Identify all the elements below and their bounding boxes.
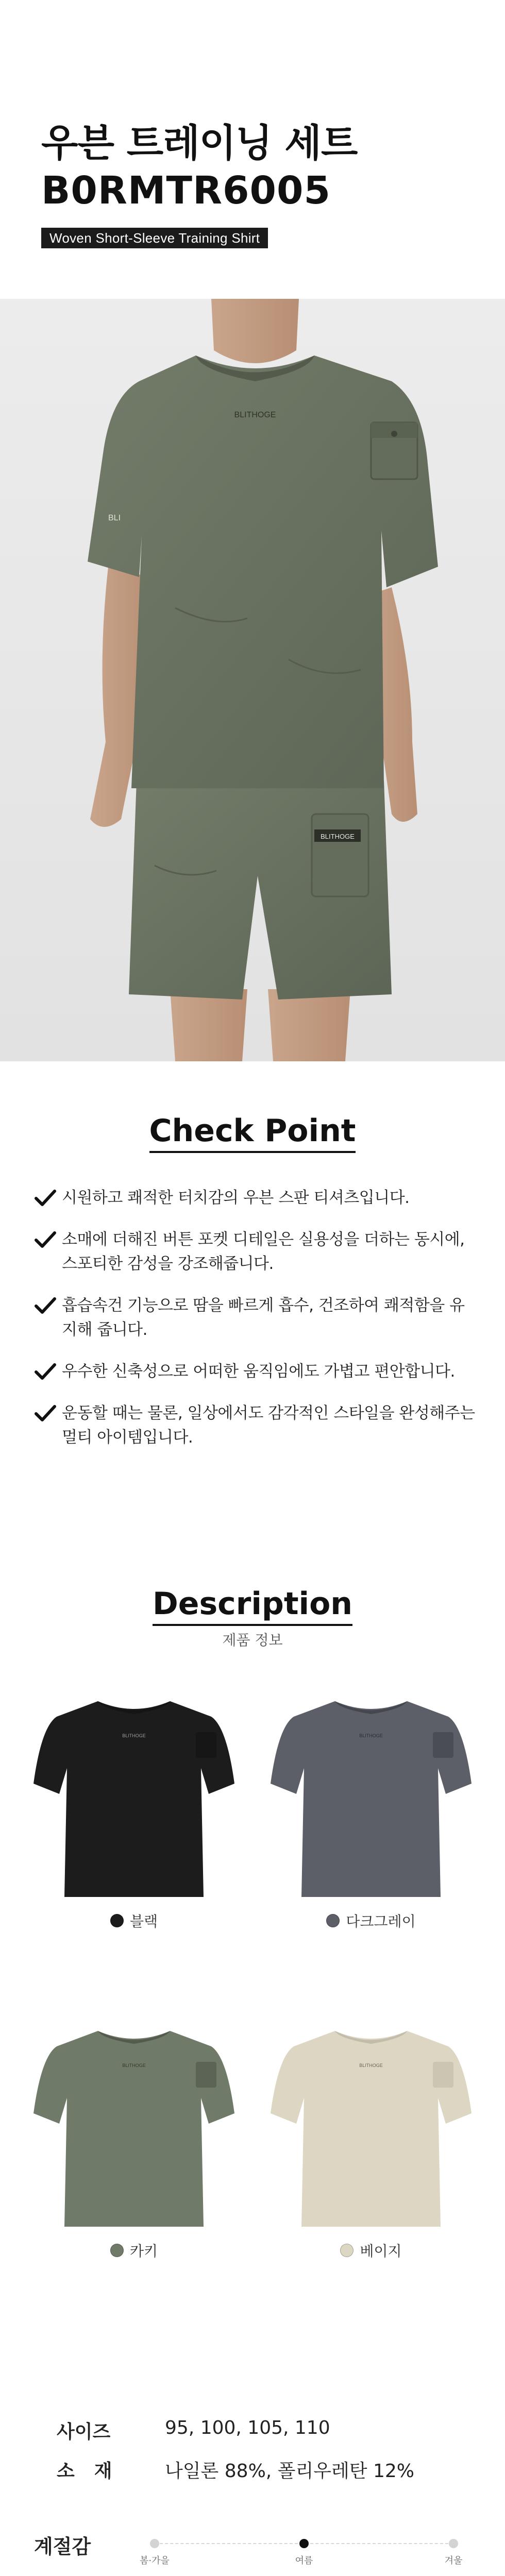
color-swatch-grid	[0, 1650, 505, 2407]
shirt-thumbnail	[268, 2010, 474, 2237]
swatch-label: 베이지	[268, 2240, 474, 2261]
swatch-label: 카키	[31, 2240, 237, 2261]
color-dot	[110, 1914, 124, 1927]
shirt-thumbnail	[31, 2010, 237, 2237]
scale-option-label: 봄·가을	[140, 2555, 170, 2566]
checkmark-icon	[34, 1230, 57, 1250]
check-point-list	[34, 1186, 477, 1450]
spec-row-material	[57, 2456, 414, 2483]
spec-row-size	[57, 2417, 330, 2444]
scale-row	[0, 2531, 505, 2576]
page-header	[0, 0, 505, 299]
color-swatch-khaki[interactable]	[31, 2010, 237, 2261]
spec-value: 95, 100, 105, 110	[165, 2417, 330, 2438]
description-subtitle: 제품 정보	[222, 1632, 283, 1649]
product-subtitle-badge: Woven Short-Sleeve Training Shirt	[41, 228, 268, 248]
color-dot	[110, 2244, 124, 2257]
chest-logo: BLITHOGE	[234, 411, 276, 419]
checkmark-icon	[34, 1296, 57, 1316]
color-swatch-darkgray[interactable]	[268, 1681, 474, 1931]
spec-label: 사이즈	[57, 2421, 111, 2443]
checkmark-icon	[34, 1188, 57, 1209]
color-swatch-beige[interactable]	[268, 2010, 474, 2261]
spec-value: 나일론 88%, 폴리우레탄 12%	[165, 2461, 415, 2482]
thumbnail-logo: BLITHOGE	[122, 2063, 146, 2068]
checkmark-icon	[34, 1362, 57, 1382]
check-point-title: Check Point	[0, 1113, 505, 1149]
shorts-logo: BLITHOGE	[321, 833, 355, 840]
description-title: Description	[0, 1586, 505, 1622]
description-section	[0, 1467, 505, 2407]
color-dot	[326, 1914, 340, 1927]
check-point-item: 우수한 신축성으로 어떠한 움직임에도 가볍고 편안합니다.	[34, 1360, 477, 1384]
fabric-scale-table	[0, 2510, 505, 2576]
model-illustration	[0, 299, 505, 1061]
hero-model-photo	[0, 299, 505, 1061]
swatch-label: 블랙	[31, 1910, 237, 1931]
check-point-item: 소매에 더해진 버튼 포켓 디테일은 실용성을 더하는 동시에, 스포티한 감성을 강조해줍니다.	[34, 1228, 477, 1276]
spec-label: 소재	[57, 2461, 132, 2482]
scale-option-label: 여름	[295, 2555, 313, 2566]
check-point-item: 운동할 때는 물론, 일상에서도 감각적인 스타일을 완성해주는 멀티 아이템입니다.	[34, 1401, 477, 1450]
sleeve-logo: BLI	[108, 514, 121, 522]
scale-label: 계절감	[34, 2535, 91, 2558]
spec-table	[0, 2407, 505, 2510]
product-code: B0RMTR6005	[41, 168, 331, 213]
scale-dot-selected	[299, 2539, 309, 2548]
checkmark-icon	[34, 1403, 57, 1424]
scale-option-label: 겨울	[444, 2555, 463, 2566]
check-point-item: 흡습속건 기능으로 땀을 빠르게 흡수, 건조하여 쾌적함을 유지해 줍니다.	[34, 1294, 477, 1342]
thumbnail-logo: BLITHOGE	[122, 1733, 146, 1738]
scale-dot	[150, 2539, 159, 2548]
thumbnail-logo: BLITHOGE	[359, 1733, 383, 1738]
shirt-thumbnail	[268, 1681, 474, 1907]
check-point-item: 시원하고 쾌적한 터치감의 우븐 스판 티셔츠입니다.	[34, 1186, 477, 1210]
color-swatch-black[interactable]	[31, 1681, 237, 1931]
color-dot	[340, 2244, 354, 2257]
scale-dot	[449, 2539, 458, 2548]
product-title: 우븐 트레이닝 세트	[41, 121, 358, 165]
thumbnail-logo: BLITHOGE	[359, 2063, 383, 2068]
check-point-section	[0, 1061, 505, 1450]
swatch-label: 다크그레이	[268, 1910, 474, 1931]
shirt-thumbnail	[31, 1681, 237, 1907]
